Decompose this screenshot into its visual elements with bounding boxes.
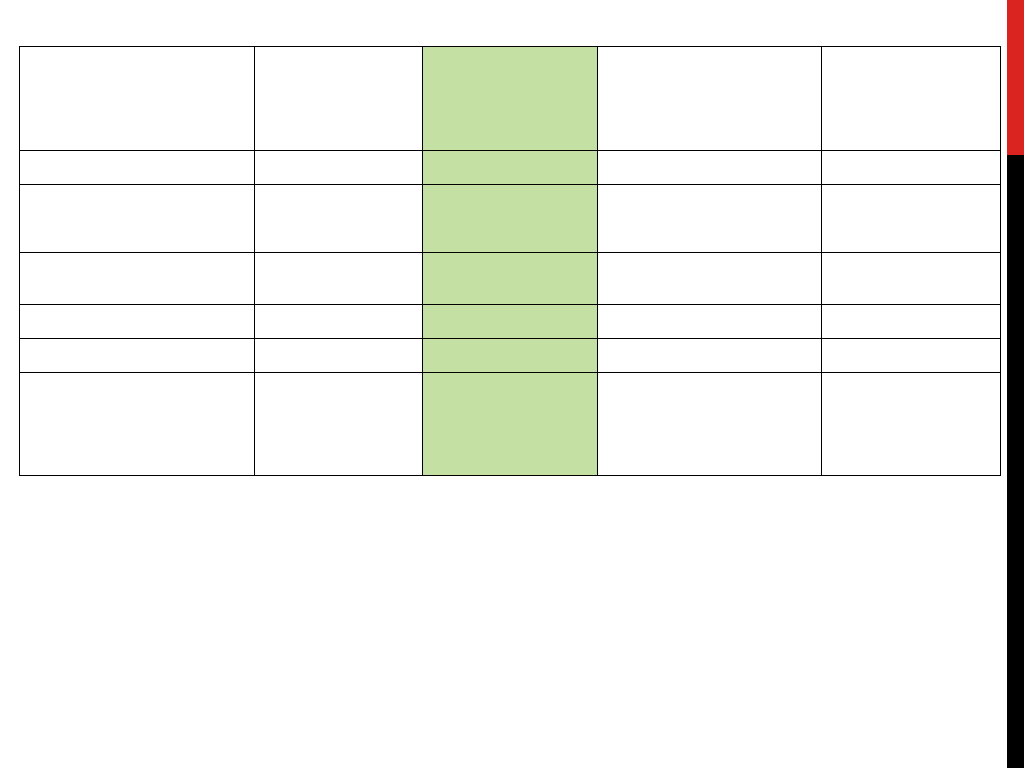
cell-pesticide	[20, 151, 255, 185]
cell-trials	[423, 185, 598, 253]
table-row	[20, 151, 1001, 185]
slide-accent-bar	[1007, 0, 1024, 768]
cell-codex	[822, 151, 1001, 185]
table-header-row	[20, 47, 1001, 151]
cell-mrls	[598, 185, 822, 253]
header-no-of-trials	[423, 47, 598, 151]
cell-availability	[255, 151, 423, 185]
cell-codex	[822, 185, 1001, 253]
cell-mrls	[598, 305, 822, 339]
table-row	[20, 253, 1001, 305]
cell-pesticide	[20, 339, 255, 373]
cell-pesticide	[20, 185, 255, 253]
header-pesticides	[20, 47, 255, 151]
cell-trials	[423, 305, 598, 339]
cell-availability	[255, 253, 423, 305]
table-row	[20, 476, 1001, 613]
cell-codex	[822, 305, 1001, 339]
cell-trials	[423, 339, 598, 373]
cell-pesticide	[20, 253, 255, 305]
cell-availability	[255, 339, 423, 373]
cell-mrls	[598, 151, 822, 185]
header-national-mrls	[598, 47, 822, 151]
cell-mrls	[598, 373, 822, 476]
cell-trials	[423, 151, 598, 185]
cell-mrls	[598, 253, 822, 305]
cell-mrls	[598, 339, 822, 373]
table-row	[20, 373, 1001, 476]
cell-availability	[255, 185, 423, 253]
cell-codex	[822, 373, 1001, 476]
cell-pesticide	[20, 305, 255, 339]
header-data-availability	[255, 47, 423, 151]
cell-trials	[423, 373, 598, 476]
accent-bar-red	[1007, 0, 1024, 155]
table-row	[20, 305, 1001, 339]
cell-trials	[423, 253, 598, 305]
cell-codex	[822, 253, 1001, 305]
header-codex-submission	[822, 47, 1001, 151]
pesticides-table	[19, 46, 1001, 613]
accent-bar-black	[1007, 155, 1024, 768]
cell-pesticide	[20, 373, 255, 476]
cell-availability	[255, 373, 423, 476]
table-row	[20, 339, 1001, 373]
cell-codex	[822, 339, 1001, 373]
table-row	[20, 185, 1001, 253]
cell-availability	[255, 305, 423, 339]
